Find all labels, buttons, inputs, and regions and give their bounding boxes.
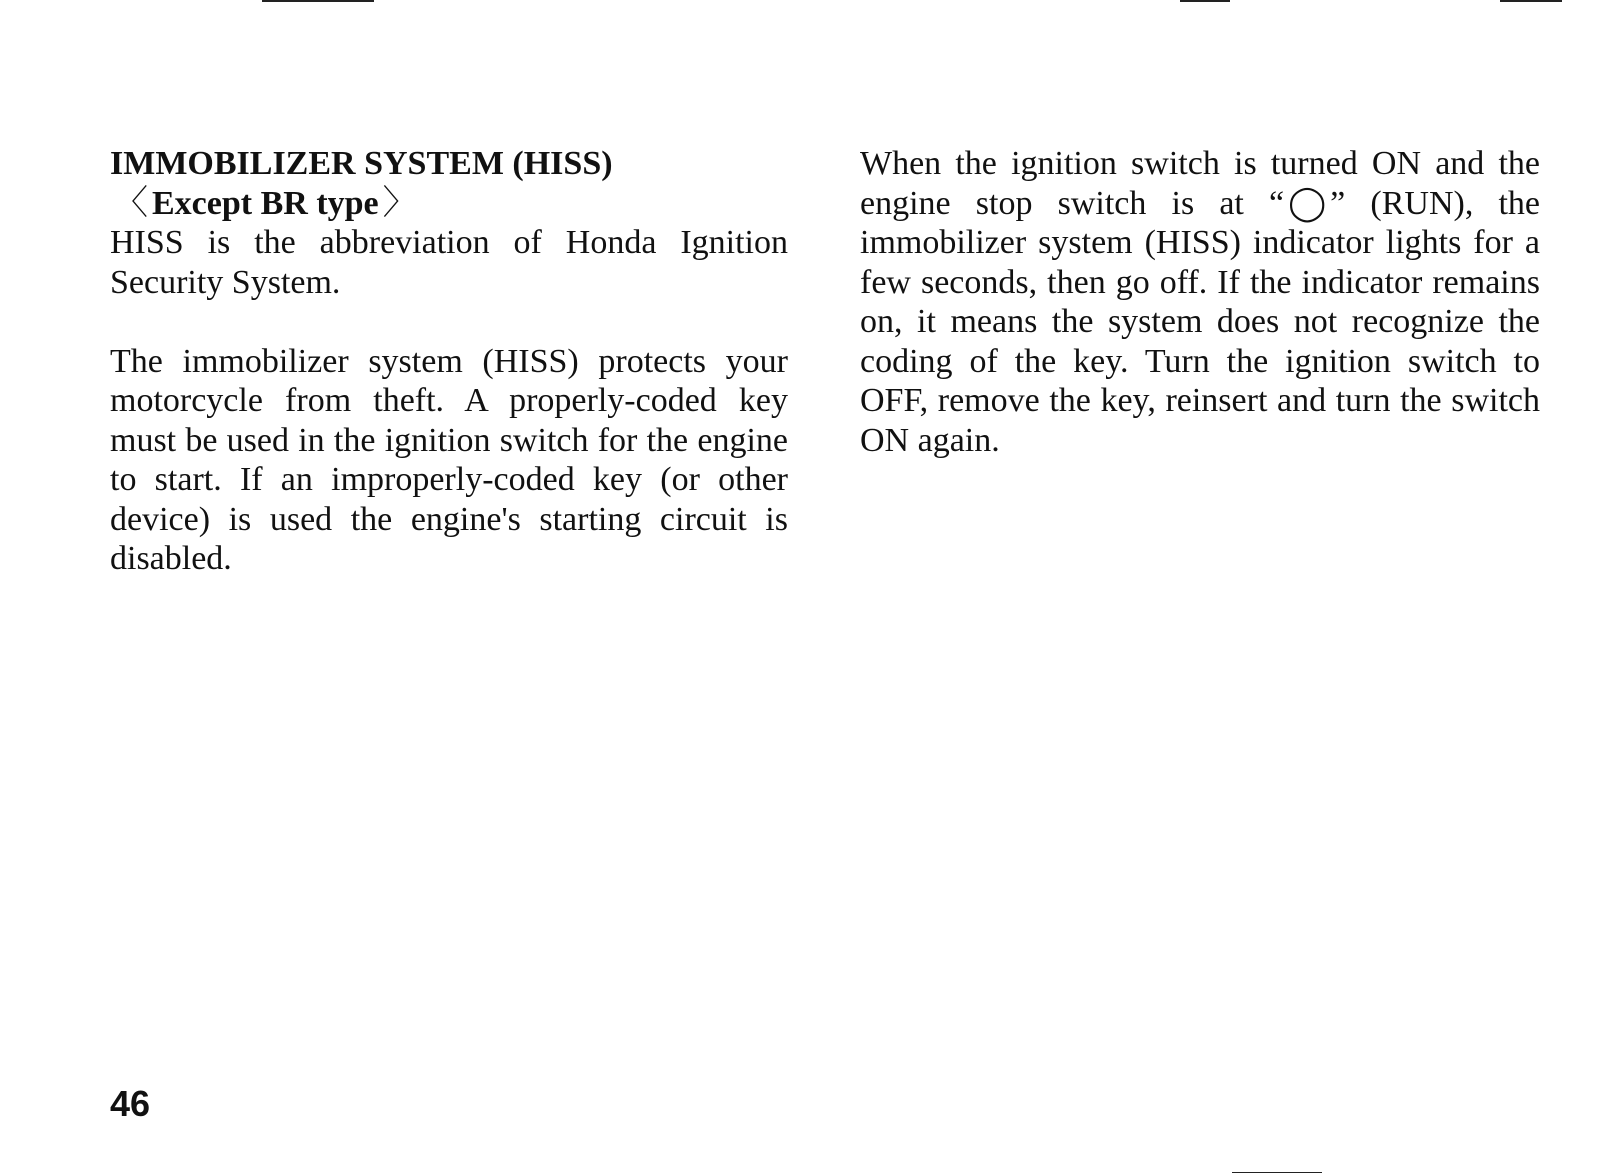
run-switch-icon: ◯ <box>1288 184 1327 222</box>
section-heading: IMMOBILIZER SYSTEM (HISS) <box>110 145 613 182</box>
indicator-paragraph <box>860 144 1540 460</box>
top-rule-left <box>262 0 374 2</box>
indicator-text-start: When the ignition switch is turned ON and the engine stop switch is at “ <box>860 145 1540 222</box>
page-number: 46 <box>110 1083 151 1124</box>
abbreviation-paragraph: HISS is the abbreviation of Honda Ignition Security System. <box>110 224 788 301</box>
subheading-open-bracket: 〈 <box>114 184 148 222</box>
section-subheading <box>110 184 788 224</box>
top-rule-middle <box>1180 0 1230 2</box>
protection-paragraph: The immobilizer system (HISS) protects your motorcycle from theft. A properly-coded key must be used in the ignition switch for the engine to start. If an improperly-coded key (or other device) is used the engine's starting circuit is disabled. <box>110 342 788 577</box>
subheading-close-bracket: 〉 <box>382 184 417 222</box>
bottom-rule <box>1232 1172 1322 1173</box>
indicator-text-end: ” (RUN), the immobilizer system (HISS) indicator lights for a few seconds, then go off. If the indicator remains on, it means the system does not recognize the coding of the key. Turn the ignition switch to OFF, remove the key, reinsert and turn the switch ON again. <box>860 184 1540 459</box>
left-column <box>110 144 788 579</box>
subheading-text: Except BR type <box>152 184 379 222</box>
right-column <box>860 144 1540 460</box>
top-rule-right <box>1500 0 1562 2</box>
